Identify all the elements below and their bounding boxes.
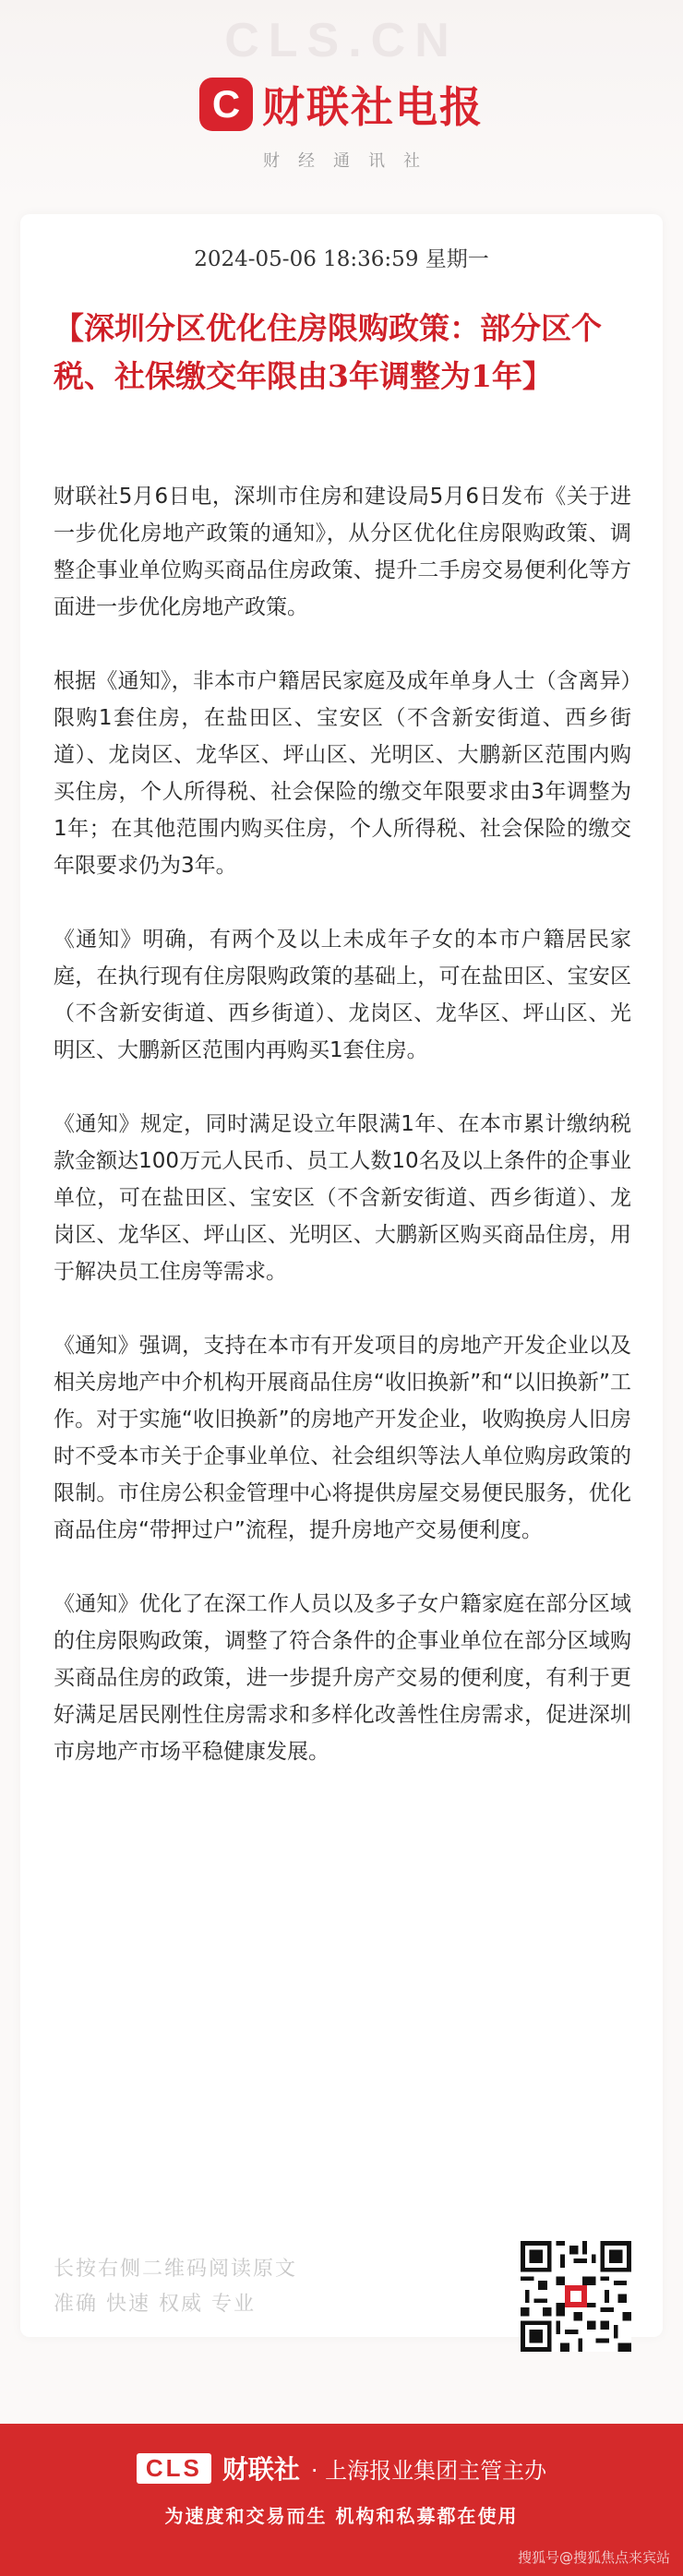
paragraph: 根据《通知》，非本市户籍居民家庭及成年单身人士（含离异）限购1套住房，在盐田区、宝安区（不含新安街道、西乡街道）、龙岗区、龙华区、坪山区、光明区、大鹏新区范围内购买住房，个人所得税、社会保险的缴交年限要求由3年调整为1年；在其他范围内购买住房，个人所得税、社会保险的缴交年限要求仍为3年。 bbox=[54, 669, 631, 878]
footer-brand: 财联社 bbox=[222, 2454, 300, 2485]
watermark: CLS.CN bbox=[224, 14, 459, 67]
qr-note-line1: 长按右侧二维码阅读原文 bbox=[54, 2258, 298, 2281]
qr-note-line2: 准确 快速 权威 专业 bbox=[54, 2293, 256, 2316]
logo bbox=[0, 74, 683, 135]
logo-text: 财联社电报 bbox=[262, 82, 484, 132]
article-headline: 【深圳分区优化住房限购政策：部分区个税、社保缴交年限由3年调整为1年】 bbox=[54, 310, 602, 394]
footer-slogan: 为速度和交易而生 机构和私募都在使用 bbox=[164, 2505, 519, 2527]
paragraph: 《通知》优化了在深工作人员以及多子女户籍家庭在部分区域的住房限购政策，调整了符合条件的企事业单位在部分区域购买商品住房的政策，进一步提升房产交易的便利度，有利于更好满足居民刚性住房需求和多样化改善性住房需求，促进深圳市房地产市场平稳健康发展。 bbox=[54, 1592, 631, 1764]
footer-credit: 搜狐号@搜狐焦点来宾站 bbox=[517, 2549, 670, 2566]
footer-brand-row bbox=[0, 2450, 683, 2486]
logo-mark-icon: C bbox=[199, 78, 253, 131]
logo-subtitle: 财经通讯社 bbox=[263, 151, 438, 171]
footer-bar bbox=[0, 2424, 683, 2576]
article-body bbox=[54, 478, 631, 1807]
qr-note bbox=[54, 2252, 297, 2322]
paragraph: 《通知》强调，支持在本市有开发项目的房地产开发企业以及相关房地产中介机构开展商品住房“收旧换新”和“以旧换新”工作。对于实施“收旧换新”的房地产开发企业，收购换房人旧房时不受本市关于企事业单位、社会组织等法人单位购房政策的限制。市住房公积金管理中心将提供房屋交易便民服务，优化商品住房“带押过户”流程，提升房地产交易便利度。 bbox=[54, 1334, 631, 1542]
paragraph: 财联社5月6日电，深圳市住房和建设局5月6日发布《关于进一步优化房地产政策的通知》，从分区优化住房限购政策、调整企事业单位购买商品住房政策、提升二手房交易便利化等方面进一步优化房地产政策。 bbox=[54, 485, 631, 619]
qr-code-icon[interactable] bbox=[521, 2241, 631, 2352]
cls-logo: CLS bbox=[137, 2453, 211, 2484]
paragraph: 《通知》明确，有两个及以上未成年子女的本市户籍居民家庭，在执行现有住房限购政策的基础上，可在盐田区、宝安区（不含新安街道、西乡街道）、龙岗区、龙华区、坪山区、光明区、大鹏新区范围内再购买1套住房。 bbox=[54, 928, 631, 1062]
article-date: 2024-05-06 18:36:59 星期一 bbox=[194, 247, 489, 271]
paragraph: 《通知》规定，同时满足设立年限满1年、在本市累计缴纳税款金额达100万元人民币、员工人数10名及以上条件的企事业单位，可在盐田区、宝安区（不含新安街道、西乡街道）、龙岗区、龙华区、坪山区、光明区、大鹏新区购买商品住房，用于解决员工住房等需求。 bbox=[54, 1112, 631, 1284]
footer-publisher: · 上海报业集团主管主办 bbox=[310, 2457, 547, 2484]
